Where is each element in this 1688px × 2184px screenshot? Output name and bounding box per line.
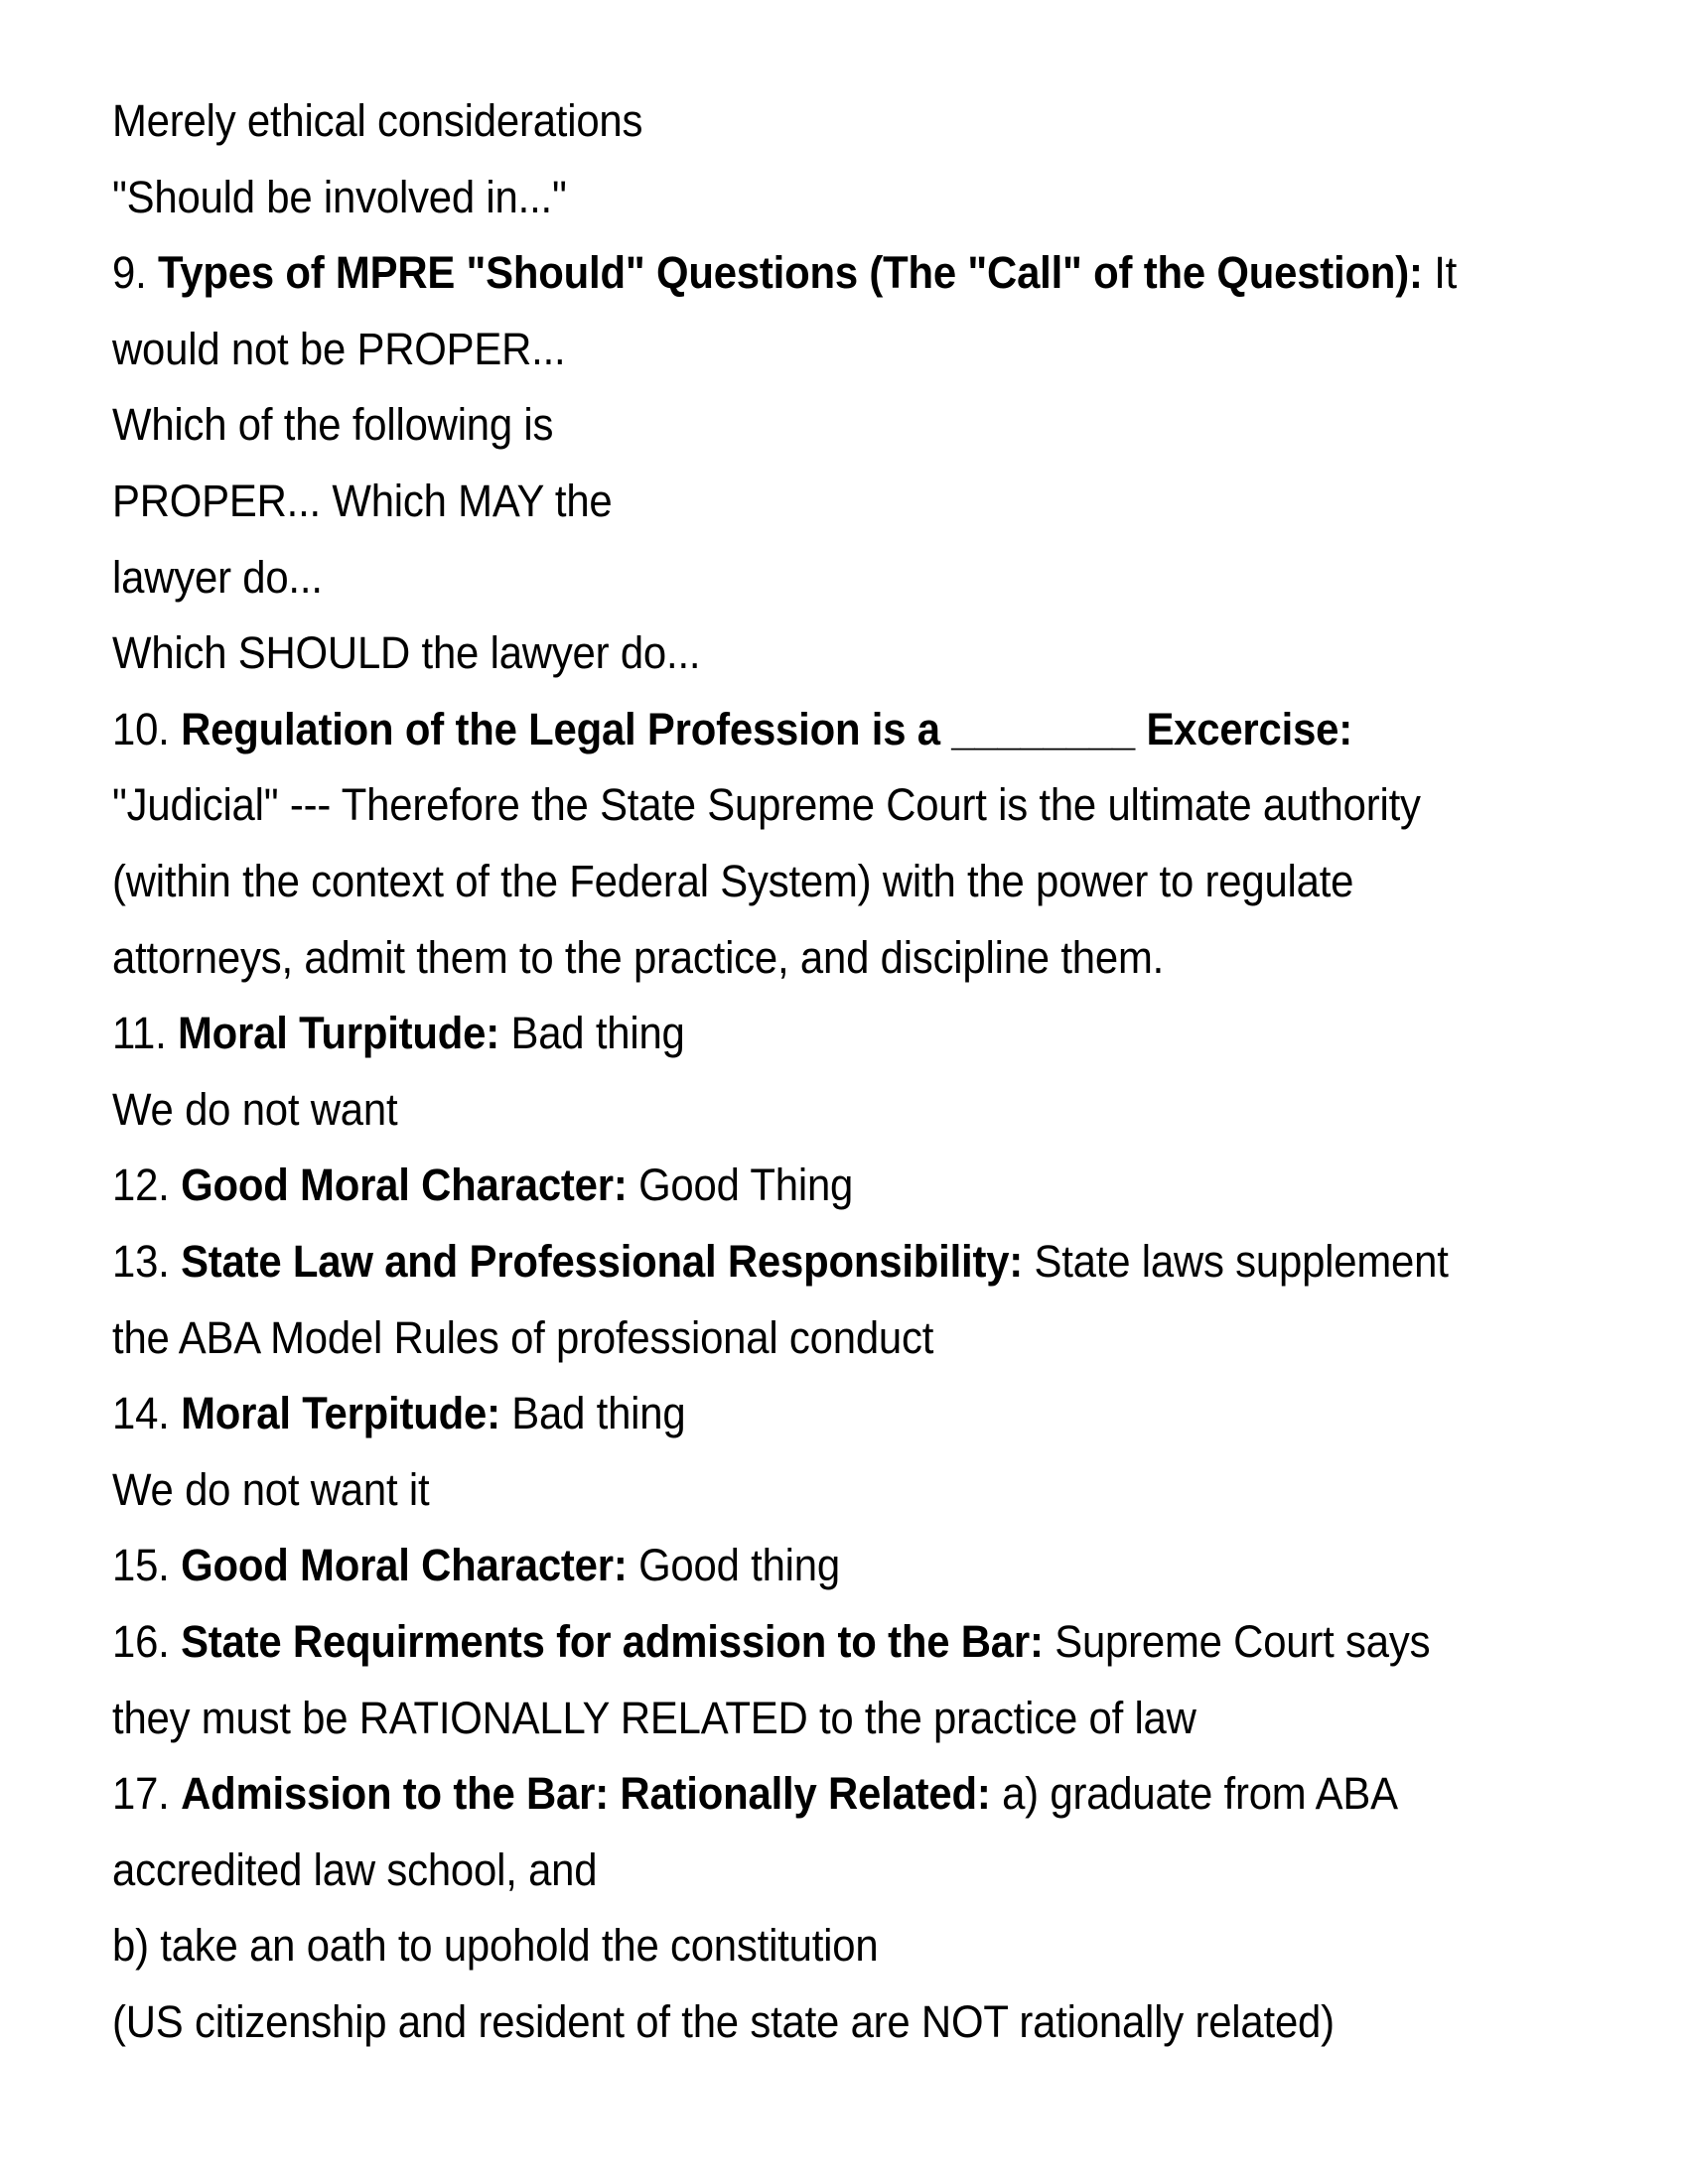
text-line: b) take an oath to upohold the constitution: [112, 1920, 879, 1971]
item-description: Bad thing: [511, 1388, 686, 1438]
text-line: Which of the following is: [112, 399, 554, 450]
item-description: Bad thing: [510, 1008, 685, 1058]
text-line: would not be PROPER...: [112, 324, 566, 374]
text-line: they must be RATIONALLY RELATED to the practice of law: [112, 1693, 1196, 1743]
item-term: State Requirments for admission to the Bar:: [181, 1616, 1044, 1667]
item-description: a) graduate from ABA: [1002, 1768, 1398, 1819]
item-term: Types of MPRE "Should" Questions (The "Call" of the Question):: [157, 247, 1423, 298]
item-term: Good Moral Character:: [181, 1540, 628, 1590]
list-item-13: [112, 1236, 1449, 1287]
text-line: We do not want: [112, 1084, 398, 1135]
list-item-10: [112, 704, 1353, 754]
item-number: 14.: [112, 1388, 170, 1438]
text-line: the ABA Model Rules of professional conduct: [112, 1312, 934, 1363]
list-item-14: [112, 1388, 686, 1438]
item-term: Moral Turpitude:: [177, 1008, 500, 1058]
item-number: 17.: [112, 1768, 170, 1819]
text-line: PROPER... Which MAY the: [112, 476, 613, 526]
item-number: 12.: [112, 1160, 170, 1210]
item-term: Good Moral Character:: [181, 1160, 628, 1210]
item-number: 13.: [112, 1236, 170, 1287]
list-item-11: [112, 1008, 685, 1058]
text-line: attorneys, admit them to the practice, and discipline them.: [112, 932, 1165, 983]
item-term: Regulation of the Legal Profession is a ________ Excercise:: [181, 704, 1353, 754]
list-item-15: [112, 1540, 840, 1590]
item-term: State Law and Professional Responsibility:: [181, 1236, 1024, 1287]
text-line: "Should be involved in...": [112, 172, 567, 222]
text-line: (US citizenship and resident of the state are NOT rationally related): [112, 1996, 1335, 2047]
text-line: (within the context of the Federal System) with the power to regulate: [112, 856, 1354, 906]
text-line: Merely ethical considerations: [112, 95, 643, 146]
list-item-16: [112, 1616, 1431, 1667]
item-number: 10.: [112, 704, 170, 754]
text-line: Which SHOULD the lawyer do...: [112, 627, 701, 678]
item-description: Supreme Court says: [1055, 1616, 1431, 1667]
list-item-17: [112, 1768, 1398, 1819]
item-number: 16.: [112, 1616, 170, 1667]
item-number: 15.: [112, 1540, 170, 1590]
item-number: 9.: [112, 247, 147, 298]
text-line: We do not want it: [112, 1464, 430, 1515]
item-description: Good Thing: [638, 1160, 854, 1210]
item-description: It: [1434, 247, 1458, 298]
item-description: Good thing: [638, 1540, 840, 1590]
list-item-9: [112, 247, 1458, 298]
text-line: "Judicial" --- Therefore the State Supreme Court is the ultimate authority: [112, 779, 1421, 830]
text-line: accredited law school, and: [112, 1844, 598, 1895]
item-number: 11.: [112, 1008, 167, 1058]
item-term: Admission to the Bar: Rationally Related:: [181, 1768, 991, 1819]
list-item-12: [112, 1160, 854, 1210]
item-term: Moral Terpitude:: [181, 1388, 500, 1438]
text-line: lawyer do...: [112, 552, 323, 603]
item-description: State laws supplement: [1034, 1236, 1449, 1287]
